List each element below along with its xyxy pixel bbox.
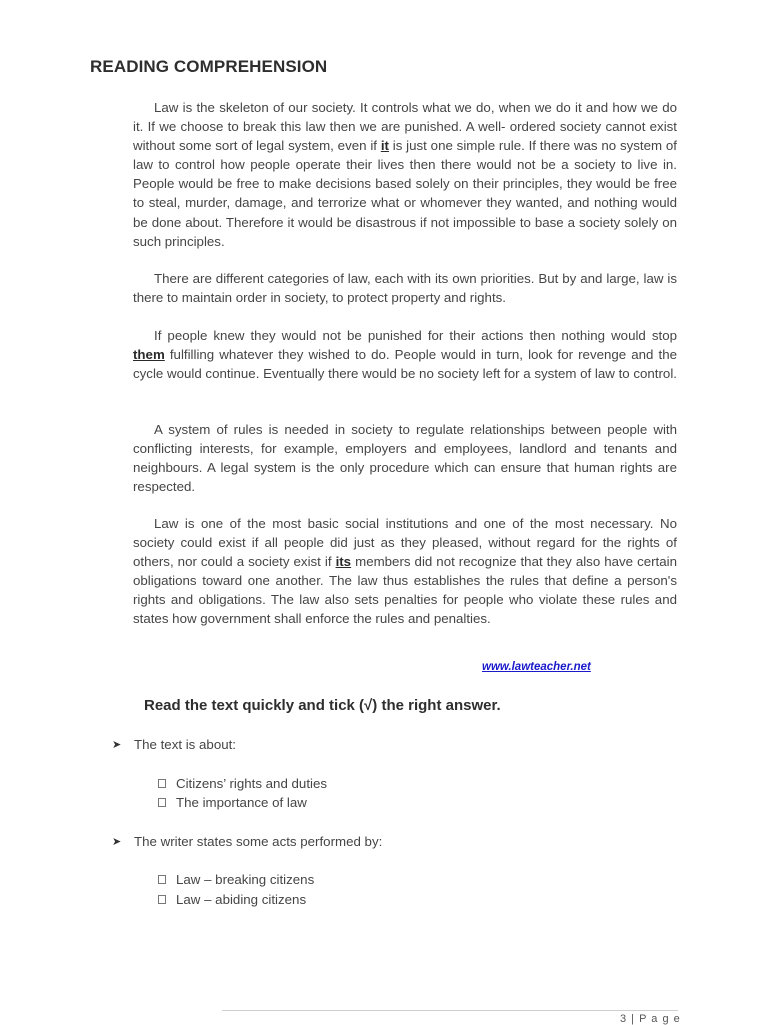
checkbox-icon[interactable]: [158, 895, 166, 904]
passage-paragraph-4: [133, 420, 677, 496]
passage-text: fulfilling whatever they wished to do. People would in turn, look for revenge and the cycle would continue. Eventually there would be no society left for a system of law to control.: [133, 347, 677, 382]
arrow-bullet-icon: ➤: [112, 836, 122, 848]
answer-option[interactable]: [158, 795, 307, 810]
passage-text: There are different categories of law, each with its own priorities. But by and large, law is there to maintain order in society, to protect property and rights.: [133, 271, 677, 306]
reference-word-its: its: [335, 554, 352, 570]
question-2: [112, 834, 382, 849]
passage-paragraph-2: [133, 269, 677, 307]
reference-word-them: them: [133, 347, 165, 363]
checkbox-icon[interactable]: [158, 798, 166, 807]
answer-option[interactable]: [158, 892, 306, 907]
page-number: 3 | P a g e: [620, 1013, 681, 1025]
footer-divider: [222, 1010, 678, 1011]
option-label: Citizens’ rights and duties: [176, 776, 328, 791]
passage-text: Law is one of the most basic social institutions and one of the most necessary. No society could exist if all people did just as they pleased, without regard for the rights of others, nor could a society exist if: [133, 516, 677, 570]
option-label: The importance of law: [176, 795, 307, 810]
question-prompt: The writer states some acts performed by:: [134, 834, 383, 849]
question-1: [112, 737, 236, 752]
option-label: Law – abiding citizens: [176, 892, 307, 907]
passage-paragraph-3: [133, 326, 677, 383]
passage-text: members did not recognize that they also have certain obligations toward one another. The law thus establishes the rules that define a person's rights and obligations. The law also sets penalties for people who violate these rules and states how government shall enforce the rules and penalties.: [133, 554, 677, 627]
checkbox-icon[interactable]: [158, 875, 166, 884]
passage-text: is just one simple rule. If there was no system of law to control how people operate their lives then there would not be a society to live in. People would be free to make decisions based solely on their principles, they would be free to steal, murder, damage, and terrorize what or whomever they wanted, and nothing would be done about. Therefore it would be disastrous if not impossible to base a society solely on such principles.: [133, 138, 677, 249]
source-link[interactable]: www.lawteacher.net: [482, 661, 591, 673]
passage-paragraph-5: [133, 514, 677, 629]
page-title: READING COMPREHENSION: [90, 57, 328, 76]
reference-word-it: it: [380, 138, 389, 154]
instruction-heading: Read the text quickly and tick (√) the right answer.: [144, 697, 501, 714]
passage-paragraph-1: [133, 98, 677, 251]
question-prompt: The text is about:: [134, 737, 236, 752]
checkbox-icon[interactable]: [158, 779, 166, 788]
arrow-bullet-icon: ➤: [112, 739, 122, 751]
option-label: Law – breaking citizens: [176, 872, 315, 887]
passage-text: Law is the skeleton of our society. It controls what we do, when we do it and how we do it. If we choose to break this law then we are punished. A well- ordered society cannot exist without some sort of legal system, even if: [133, 100, 677, 154]
passage-text: If people knew they would not be punished for their actions then nothing would stop: [154, 328, 677, 343]
passage-text: A system of rules is needed in society to regulate relationships between people with conflicting interests, for example, employers and employees, landlord and tenants and neighbours. A legal system is the only procedure which can ensure that human rights are respected.: [133, 422, 677, 495]
answer-option[interactable]: [158, 872, 314, 887]
answer-option[interactable]: [158, 776, 327, 791]
